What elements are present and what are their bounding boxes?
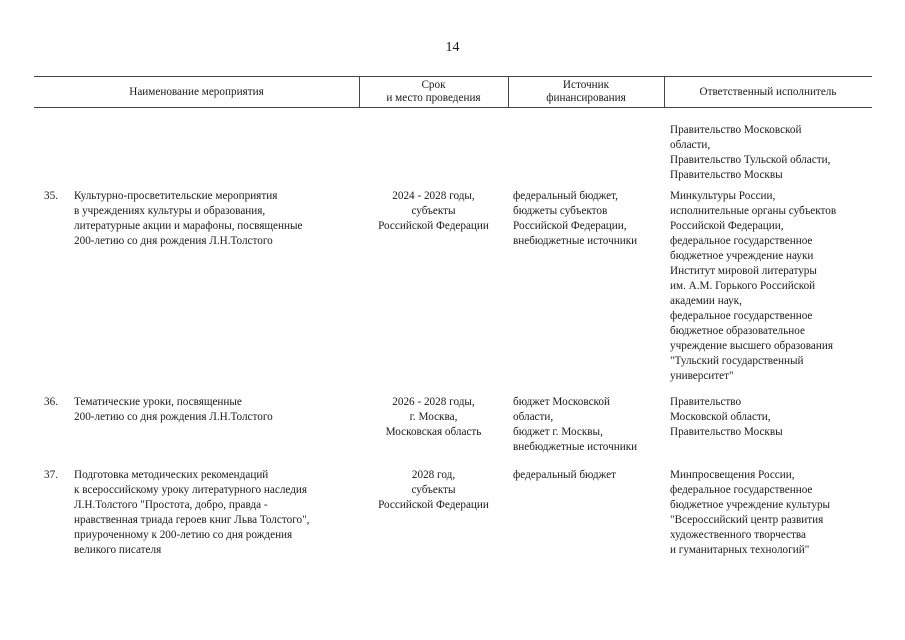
header-term: Срок и место проведения	[386, 79, 481, 104]
table-header-bottom-rule	[34, 107, 872, 108]
row-source: федеральный бюджет, бюджеты субъектов Российской Федерации, внебюджетные источники	[513, 190, 638, 247]
row-term: 2028 год, субъекты Российской Федерации	[378, 469, 489, 511]
row-source: федеральный бюджет	[513, 469, 616, 481]
row-event-name: Подготовка методических рекомендаций к всероссийскому уроку литературного наследия Л.Н.Толстого "Простота, добро, правда - нравственная триада героев книг Льва Толстого", приуроченному к 200-летию со дня рождения великого писателя	[74, 469, 310, 556]
row-number: 36.	[44, 396, 58, 408]
continuation-responsible: Правительство Московской области, Правительство Тульской области, Правительство Москвы	[670, 124, 831, 181]
header-responsible: Ответственный исполнитель	[699, 86, 837, 98]
header-name: Наименование мероприятия	[129, 86, 264, 98]
row-responsible: Правительство Московской области, Правительство Москвы	[670, 396, 783, 438]
row-event-name: Тематические уроки, посвященные 200-летию со дня рождения Л.Н.Толстого	[74, 396, 273, 423]
row-responsible: Минкультуры России, исполнительные органы субъектов Российской Федерации, федеральное государственное бюджетное учреждение науки Институт мировой литературы им. А.М. Горького Российской академии наук, федеральное государственное бюджетное образовательное учреждение высшего образования "Тульский государственный университет"	[670, 190, 837, 382]
header-source: Источник финансирования	[546, 79, 626, 104]
row-term: 2024 - 2028 годы, субъекты Российской Федерации	[378, 190, 489, 232]
row-source: бюджет Московской области, бюджет г. Москвы, внебюджетные источники	[513, 396, 638, 453]
row-number: 37.	[44, 469, 58, 481]
page-number: 14	[445, 40, 460, 55]
row-number: 35.	[44, 190, 58, 202]
row-term: 2026 - 2028 годы, г. Москва, Московская область	[385, 396, 482, 438]
row-responsible: Минпросвещения России, федеральное государственное бюджетное учреждение культуры "Всероссийский центр развития художественного творчества и гуманитарных технологий"	[670, 469, 831, 556]
row-event-name: Культурно-просветительские мероприятия в учреждениях культуры и образования, литературные акции и марафоны, посвященные 200-летию со дня рождения Л.Н.Толстого	[74, 190, 303, 247]
table-header-top-rule	[34, 76, 872, 77]
